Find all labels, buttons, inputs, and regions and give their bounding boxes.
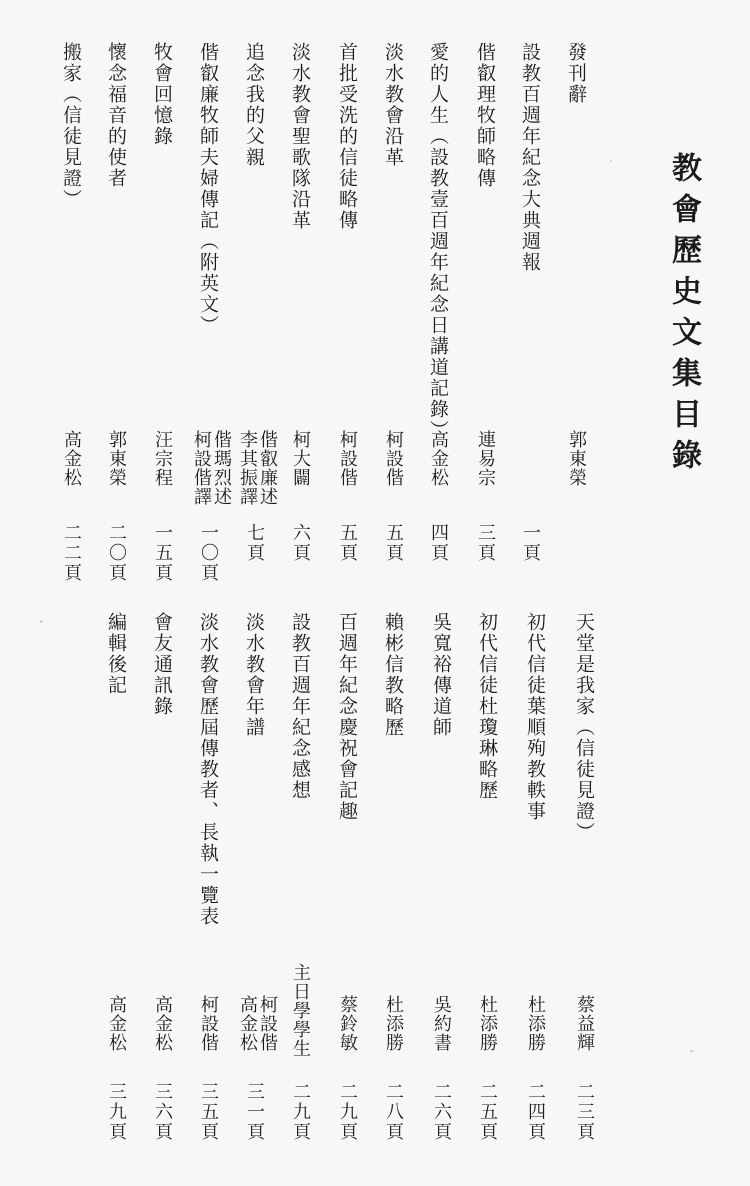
- entry-title: 偕叡理牧師略傳: [474, 42, 496, 189]
- entry-page: 四頁: [428, 523, 449, 563]
- entry-author: 高金松: [152, 995, 173, 1052]
- entry-author-group: [190, 430, 230, 506]
- entry-author: 柯大闢: [290, 430, 311, 487]
- entry-page: 二五頁: [477, 1082, 498, 1142]
- entry-title: 偕叡廉牧師夫婦傳記（附英文）: [197, 42, 219, 336]
- entry-author: 郭東榮: [106, 430, 127, 487]
- entry-page: 二三頁: [574, 1082, 595, 1142]
- entry-author: 主日學學生: [290, 963, 311, 1058]
- entry-author: 高金松: [237, 995, 258, 1052]
- entry-page: 一五頁: [152, 523, 173, 583]
- entry-title: 初代信徒葉順殉教軼事: [524, 612, 546, 822]
- entry-title: 初代信徒杜瓊琳略歷: [476, 612, 498, 801]
- entry-title: 發刊辭: [565, 42, 587, 105]
- entry-page: 六頁: [290, 523, 311, 563]
- entry-title: 淡水教會年譜: [243, 612, 265, 738]
- entry-author: 蔡鈴敏: [337, 995, 358, 1052]
- entry-title: 賴彬信教略歷: [382, 612, 404, 738]
- entry-page: 三六頁: [152, 1082, 173, 1142]
- entry-title: 懷念福音的使者: [105, 42, 127, 189]
- entry-title: 愛的人生（設教壹百週年紀念日講道記錄）: [427, 42, 449, 441]
- entry-title: 設教百週年紀念感想: [289, 612, 311, 801]
- entry-page: 一頁: [520, 523, 541, 563]
- entry-author: 杜添勝: [477, 995, 498, 1052]
- entry-page: 二八頁: [383, 1082, 404, 1142]
- entry-title: 淡水教會歷屆傳教者、長執一覽表: [197, 612, 219, 927]
- entry-author: 高金松: [428, 430, 449, 487]
- paper-speck: [40, 620, 43, 623]
- entry-title: 淡水教會聖歌隊沿革: [289, 42, 311, 231]
- entry-author: 柯設偕: [257, 995, 278, 1052]
- entry-author: 柯設偕: [198, 995, 219, 1052]
- page-title: 教會歷史文集目錄: [666, 152, 701, 480]
- entry-author: 李其振譯: [237, 430, 258, 506]
- entry-page: 五頁: [383, 523, 404, 563]
- entry-page: 五頁: [337, 523, 358, 563]
- entry-author: 柯設偕: [383, 430, 404, 487]
- paper-speck: [690, 1050, 693, 1052]
- entry-page: 三一頁: [244, 1082, 265, 1142]
- entry-title: 追念我的父親: [243, 42, 265, 168]
- entry-author: 郭東榮: [566, 430, 587, 487]
- entry-author: 柯設偕: [337, 430, 358, 487]
- entry-author: 杜添勝: [383, 995, 404, 1052]
- entry-author: 連易宗: [475, 430, 496, 487]
- entry-title: 百週年紀念慶祝會記趣: [336, 612, 358, 822]
- entry-author: 吳約書: [431, 995, 452, 1052]
- entry-page: 二二頁: [61, 523, 82, 583]
- entry-author-group: [236, 430, 276, 506]
- entry-title: 編輯後記: [105, 612, 127, 696]
- entry-author: 偕叡廉述: [257, 430, 278, 506]
- entry-page: 二〇頁: [106, 523, 127, 583]
- entry-title: 牧會回憶錄: [151, 42, 173, 147]
- entry-title: 天堂是我家（信徒見證）: [573, 612, 595, 843]
- entry-author: 蔡益輝: [574, 995, 595, 1052]
- entry-page: 二九頁: [337, 1082, 358, 1142]
- entry-title: 淡水教會沿革: [382, 42, 404, 168]
- entry-author-group: [236, 995, 276, 1052]
- entry-page: 二四頁: [525, 1082, 546, 1142]
- entry-title: 設教百週年紀念大典週報: [519, 42, 541, 273]
- paper-speck: [610, 160, 612, 162]
- entry-page: 二六頁: [431, 1082, 452, 1142]
- entry-author: 高金松: [106, 995, 127, 1052]
- entry-author: 柯設偕譯: [191, 430, 212, 506]
- entry-title: 吳寬裕傳道師: [430, 612, 452, 738]
- entry-page: 七頁: [244, 523, 265, 563]
- entry-title: 搬家（信徒見證）: [60, 42, 82, 210]
- entry-author: 偕瑪烈述: [211, 430, 232, 506]
- entry-title: 首批受洗的信徒略傳: [336, 42, 358, 231]
- entry-author: 杜添勝: [525, 995, 546, 1052]
- entry-title: 會友通訊錄: [151, 612, 173, 717]
- entry-author: 高金松: [61, 430, 82, 487]
- entry-author: 汪宗程: [152, 430, 173, 487]
- entry-page: 一〇頁: [198, 523, 219, 583]
- entry-page: 二九頁: [290, 1082, 311, 1142]
- entry-page: 三九頁: [106, 1082, 127, 1142]
- entry-page: 三五頁: [198, 1082, 219, 1142]
- entry-page: 三頁: [475, 523, 496, 563]
